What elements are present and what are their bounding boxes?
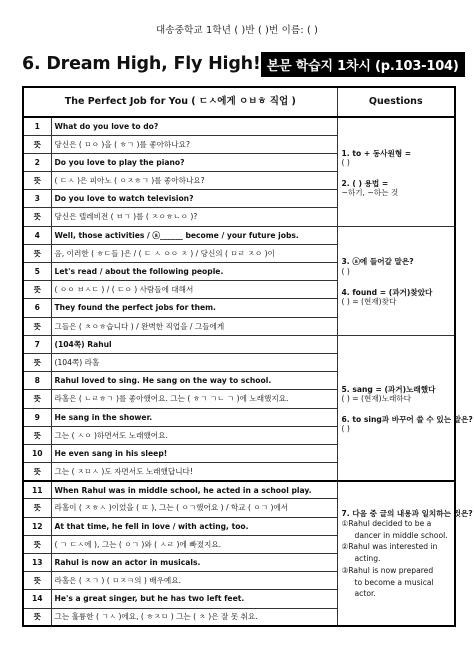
question-text: dancer in middle school. <box>354 530 448 540</box>
english-sentence-text: They found the perfect jobs for them. <box>51 299 337 317</box>
korean-meaning-text: 당신은 텔레비전 ( ㅂㄱ )를 ( ㅈㅇㅎㄴㅇ )? <box>51 208 337 226</box>
row-label: 뜻 <box>23 535 51 553</box>
question-cell <box>337 226 455 335</box>
passage-column-header: The Perfect Job for You ( ㄷㅅ에게 ㅇㅂㅎ 직업 ) <box>23 87 337 117</box>
row-label: 뜻 <box>23 208 51 226</box>
question-text: ( ) <box>341 423 350 433</box>
question-text: ②Rahul was interested in <box>341 542 438 552</box>
row-label: 12 <box>23 517 51 535</box>
english-sentence-text: Let's read / about the following people. <box>51 263 337 281</box>
row-label: 뜻 <box>23 317 51 335</box>
row-label: 4 <box>23 226 51 244</box>
row-label: 5 <box>23 263 51 281</box>
korean-meaning-text: 그들은 ( ㅊㅇㅎ습니다 ) / 완벽한 직업을 / 그들에게 <box>51 317 337 335</box>
question-text: ①Rahul decided to be a <box>341 518 432 528</box>
english-sentence-text: Do you love to play the piano? <box>51 153 337 171</box>
row-label: 1 <box>23 117 51 135</box>
english-sentence-text: Rahul is now an actor in musicals. <box>51 554 337 572</box>
english-sentence-text: He sang in the shower. <box>51 408 337 426</box>
question-text: acting. <box>354 554 381 564</box>
korean-meaning-text: 라홀이 ( ㅈㅎㅅ )이었을 ( ㄸ ), 그는 ( ㅇㄱ했어요 ) / 학교 ( ㅇㄱ )에서 <box>51 499 337 517</box>
spacer <box>342 167 451 179</box>
question-text: 3. ⓐ에 들어갈 말은? <box>341 257 414 267</box>
row-label: 11 <box>23 481 51 499</box>
korean-meaning-text: 당신은 ( ㅁㅇ )을 ( ㅎㄱ )를 좋아하나요? <box>51 135 337 153</box>
worksheet-badge: 본문 학습지 1차시 (p.103-104) <box>261 52 465 77</box>
question-text: ( ) = (현재)노래하다 <box>341 393 411 403</box>
questions-column-header: Questions <box>337 87 455 117</box>
question-text: ( ) <box>341 266 350 276</box>
row-label: 뜻 <box>23 281 51 299</box>
question-text: actor. <box>354 589 376 599</box>
table-row <box>23 481 455 499</box>
question-cell <box>337 117 455 226</box>
question-text: ( ) <box>341 157 350 167</box>
question-text: 7. 다음 중 글의 내용과 일치하는 것은? <box>341 508 473 518</box>
english-sentence-text: (104쪽) Rahul <box>51 335 337 353</box>
korean-meaning-text: (104쪽) 라홀 <box>51 353 337 371</box>
question-text: ( ) = (현재)찾다 <box>341 296 397 306</box>
spacer <box>342 403 451 415</box>
row-label: 뜻 <box>23 244 51 262</box>
row-label: 뜻 <box>23 135 51 153</box>
row-label: 뜻 <box>23 172 51 190</box>
question-text: 2. ( ) 용법 = <box>341 178 389 188</box>
korean-meaning-text: 라홀은 ( ㅈㄱ ) ( ㅁㅈㅋ의 ) 배우예요. <box>51 572 337 590</box>
english-sentence-text: What do you love to do? <box>51 117 337 135</box>
row-label: 7 <box>23 335 51 353</box>
row-label: 3 <box>23 190 51 208</box>
english-sentence-text: At that time, he fell in love / with acting, too. <box>51 517 337 535</box>
korean-meaning-text: 그는 ( ㅅㅇ )하면서도 노래했어요. <box>51 426 337 444</box>
row-label: 뜻 <box>23 463 51 481</box>
class-info-line: 대송중학교 1학년 ( )반 ( )번 이름: ( ) <box>156 25 318 36</box>
row-label: 10 <box>23 444 51 462</box>
korean-meaning-text: 그는 ( ㅈㅁㅅ )도 자면서도 노래했답니다! <box>51 463 337 481</box>
title-row <box>22 52 459 76</box>
english-sentence-text: Do you love to watch television? <box>51 190 337 208</box>
row-label: 8 <box>23 372 51 390</box>
question-cell <box>337 335 473 481</box>
korean-meaning-text: 그는 훌륭한 ( ㄱㅅ )에요, ( ㅎㅈㅁ ) 그는 ( ㅊ )은 잘 못 춰요. <box>51 608 337 626</box>
question-text: 4. found = (과거)찾았다 <box>341 287 433 297</box>
row-label: 뜻 <box>23 499 51 517</box>
spacer <box>342 276 451 288</box>
row-label: 뜻 <box>23 608 51 626</box>
question-text: ③Rahul is now prepared <box>341 565 434 575</box>
korean-meaning-text: 음, 이러한 ( ㅎㄷ들 )은 / ( ㄷ ㅅ ㅇㅇ ㅈ ) / 당신의 ( ㅁㄹ ㅈㅇ )이 <box>51 244 337 262</box>
row-label: 2 <box>23 153 51 171</box>
lesson-title: 6. Dream High, Fly High! <box>22 54 261 74</box>
table-row <box>23 226 455 244</box>
worksheet-table <box>22 86 473 627</box>
table-row <box>23 117 455 135</box>
row-label: 9 <box>23 408 51 426</box>
row-label: 6 <box>23 299 51 317</box>
question-text: 6. to sing과 바꾸어 쓸 수 있는 말은? <box>341 414 473 424</box>
korean-meaning-text: 라홀은 ( ㄴㄹㅎㄱ )를 좋아했어요. 그는 ( ㅎㄱ ㄱㄴ ㄱ )에 노래했지요. <box>51 390 337 408</box>
korean-meaning-text: ( ㄷㅅ )은 피아노 ( ㅇㅈㅎㄱ )를 좋아하나요? <box>51 172 337 190</box>
row-label: 뜻 <box>23 353 51 371</box>
question-text: 1. to + 동사원형 = <box>341 148 412 158</box>
table-header-row <box>23 87 455 117</box>
question-cell <box>337 481 473 627</box>
table-row <box>23 335 455 353</box>
row-label: 14 <box>23 590 51 608</box>
row-label: 뜻 <box>23 572 51 590</box>
english-sentence-text: Well, those activities / ⓐ______ become / your future jobs. <box>51 226 337 244</box>
row-label: 뜻 <box>23 426 51 444</box>
question-text: 5. sang = (과거)노래했다 <box>341 384 436 394</box>
row-label: 13 <box>23 554 51 572</box>
english-sentence-text: When Rahul was in middle school, he acted in a school play. <box>51 481 337 499</box>
english-sentence-text: He even sang in his sleep! <box>51 444 337 462</box>
korean-meaning-text: ( ㅇㅇ ㅂㅅㄷ ) / ( ㄷㅇ ) 사람들에 대해서 <box>51 281 337 299</box>
row-label: 뜻 <box>23 390 51 408</box>
question-text: ~하기, ~하는 것 <box>341 187 399 197</box>
question-text: to become a musical <box>354 577 434 587</box>
korean-meaning-text: ( ㄱ ㄷㅅ에 ), 그는 ( ㅇㄱ )와 ( ㅅㄹ )에 빠졌지요. <box>51 535 337 553</box>
english-sentence-text: He's a great singer, but he has two left feet. <box>51 590 337 608</box>
english-sentence-text: Rahul loved to sing. He sang on the way to school. <box>51 372 337 390</box>
